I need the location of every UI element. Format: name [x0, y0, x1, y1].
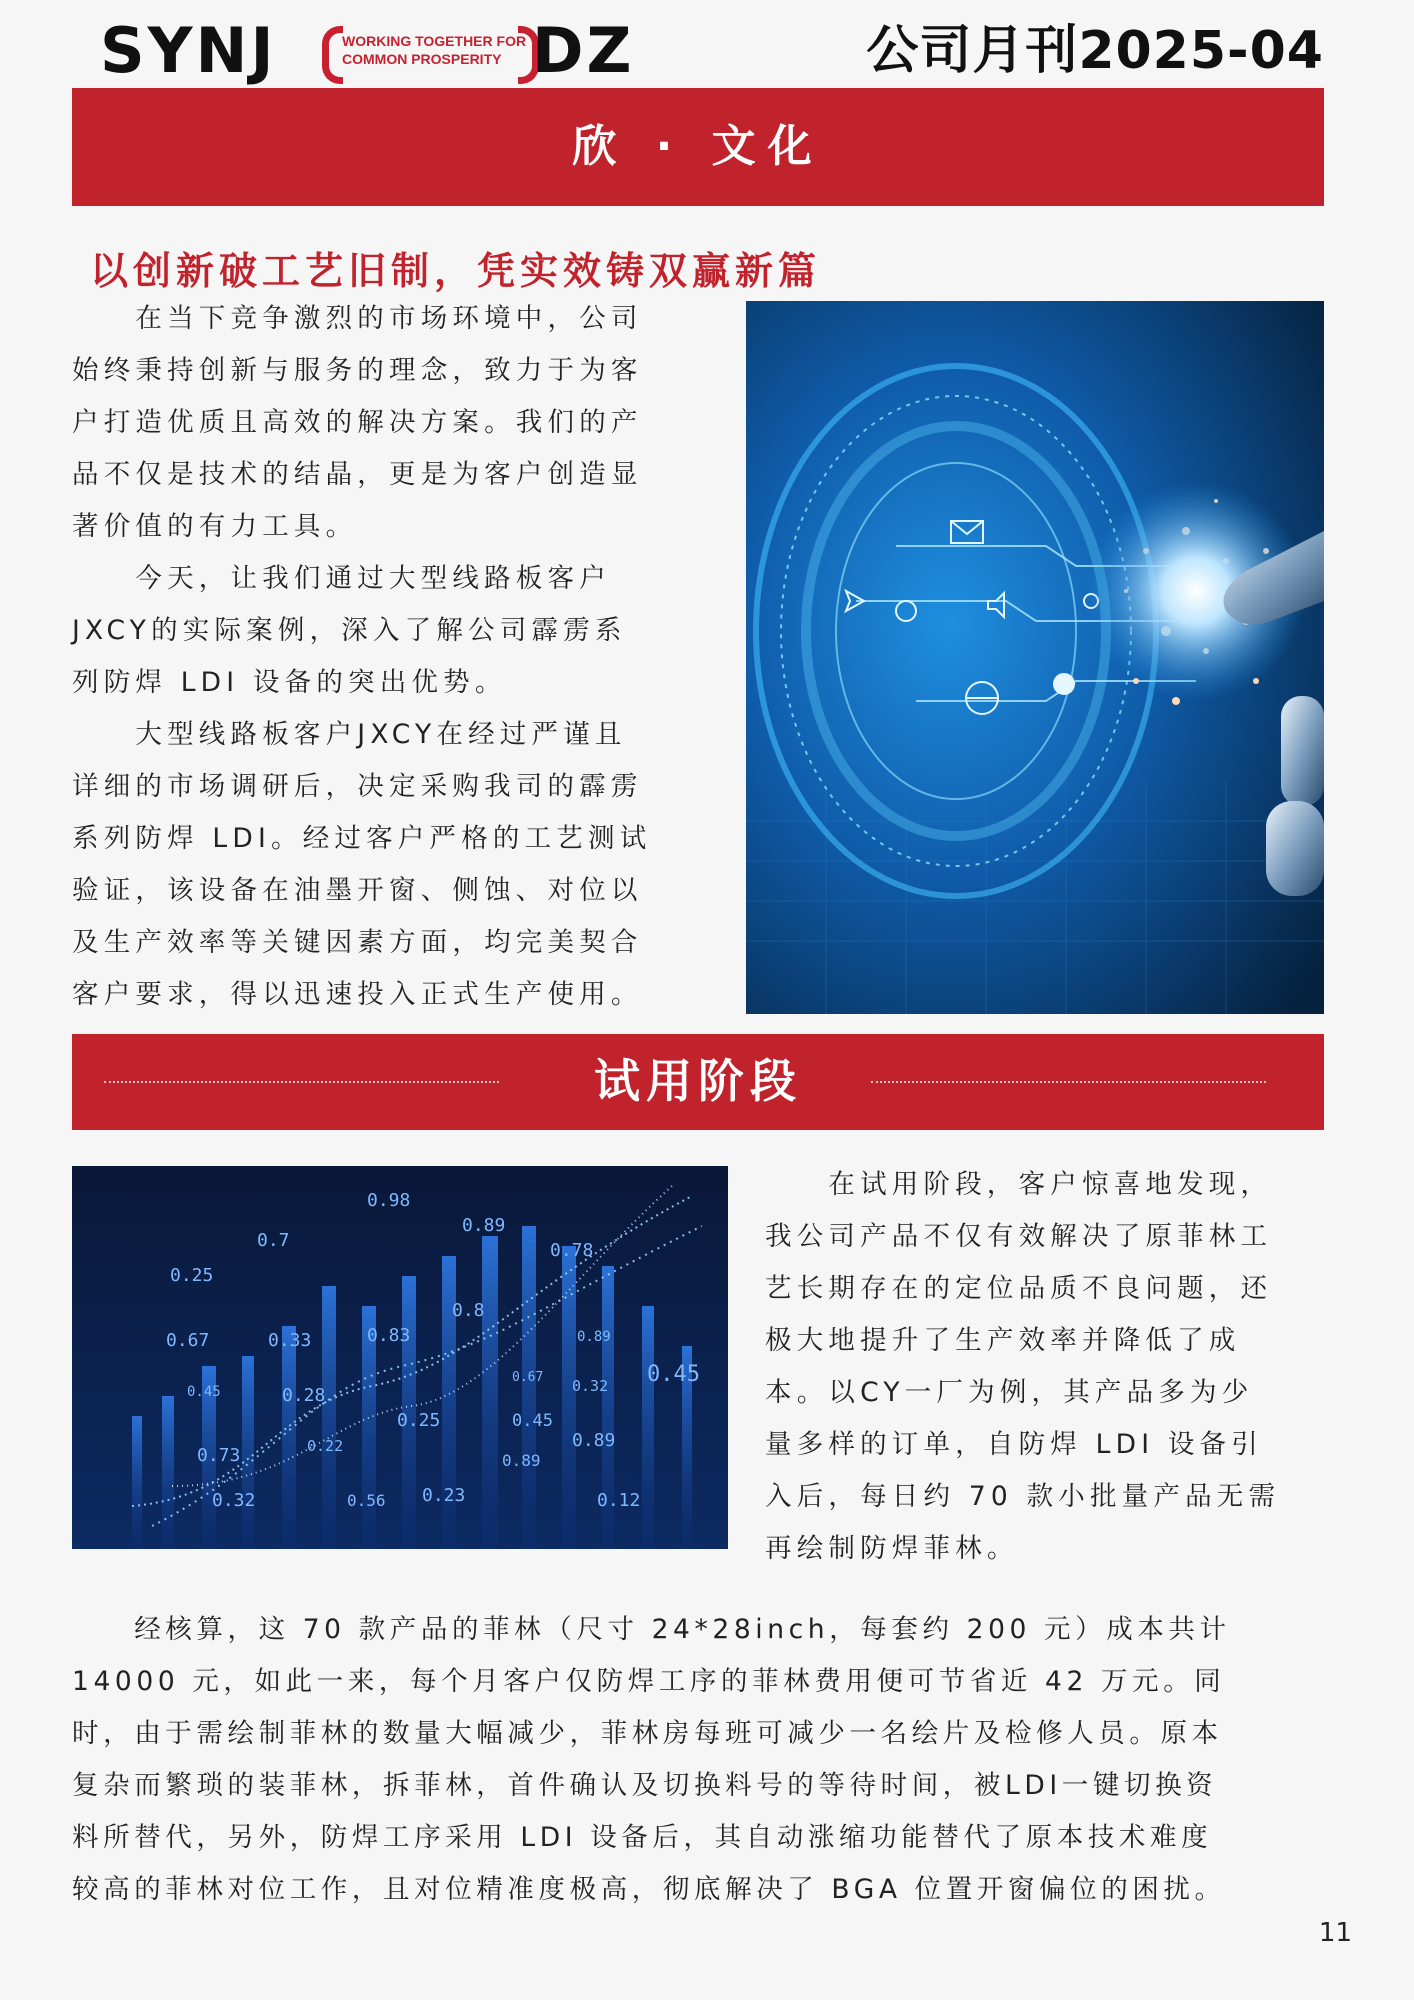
intro-paragraphs [72, 293, 692, 1021]
banner-trial-label: 试用阶段 [594, 1054, 802, 1108]
smiley-icon [1054, 674, 1074, 694]
number-label: 0.67 [512, 1370, 544, 1385]
number-label: 0.8 [452, 1300, 485, 1321]
number-label: 0.67 [166, 1330, 210, 1351]
banner-dotted-line-right [871, 1081, 1266, 1083]
intro-line: JXCY的实际案例，深入了解公司霹雳系 [72, 615, 627, 646]
cost-line: 时，由于需绘制菲林的数量大幅减少，菲林房每班可减少一名绘片及检修人员。原本 [72, 1718, 1223, 1749]
page-number: 11 [1318, 1918, 1352, 1948]
number-label: 0.22 [307, 1437, 344, 1455]
number-label: 0.89 [502, 1451, 541, 1470]
trial-line: 艺长期存在的定位品质不良问题，还 [765, 1273, 1273, 1304]
number-label: 0.25 [397, 1410, 441, 1431]
cost-line: 复杂而繁琐的装菲林，拆菲林，首件确认及切换料号的等待时间，被LDI一键切换资 [72, 1770, 1218, 1801]
intro-line: 始终秉持创新与服务的理念，致力于为客 [72, 355, 643, 386]
trial-line: 在试用阶段，客户惊喜地发现， [765, 1169, 1273, 1200]
intro-line: 著价值的有力工具。 [72, 511, 358, 542]
number-label: 0.89 [462, 1215, 506, 1236]
number-label: 0.32 [572, 1377, 609, 1395]
number-label: 0.23 [422, 1485, 466, 1506]
intro-line: 在当下竞争激烈的市场环境中，公司 [72, 303, 643, 334]
article-title: 以创新破工艺旧制，凭实效铸双赢新篇 [90, 249, 822, 293]
number-label: 0.89 [577, 1329, 611, 1345]
trial-line: 我公司产品不仅有效解决了原菲林工 [765, 1221, 1273, 1252]
number-label: 0.7 [257, 1230, 290, 1251]
issue-title: 公司月刊2025-04 [866, 21, 1324, 81]
tech-robot-image [746, 301, 1324, 1014]
section-banner-culture: 欣 · 文化 [72, 88, 1324, 206]
number-label: 0.28 [282, 1385, 326, 1406]
number-label: 0.98 [367, 1190, 411, 1211]
intro-line: 及生产效率等关键因素方面，均完美契合 [72, 927, 643, 958]
number-label: 0.33 [268, 1330, 312, 1351]
logo-slogan-line2: COMMON PROSPERITY [342, 51, 502, 67]
number-label: 0.56 [347, 1491, 386, 1510]
intro-line: 列防焊 LDI 设备的突出优势。 [72, 667, 507, 698]
cost-line: 料所替代，另外，防焊工序采用 LDI 设备后，其自动涨缩功能替代了原本技术难度 [72, 1822, 1213, 1853]
number-label: 0.78 [550, 1240, 594, 1261]
trial-line: 再绘制防焊菲林。 [765, 1533, 1019, 1564]
number-label: 0.89 [572, 1430, 616, 1451]
logo-slogan [342, 32, 542, 68]
intro-line: 户打造优质且高效的解决方案。我们的产 [72, 407, 643, 438]
cost-line: 较高的菲林对位工作，且对位精准度极高，彻底解决了 BGA 位置开窗偏位的困扰。 [72, 1874, 1226, 1905]
intro-line: 详细的市场调研后，决定采购我司的霹雳 [72, 771, 643, 802]
intro-line: 客户要求，得以迅速投入正式生产使用。 [72, 979, 643, 1010]
logo-wordmark-left: SYNJ [100, 14, 277, 87]
company-logo [100, 14, 645, 87]
number-label: 0.32 [212, 1490, 256, 1511]
logo-wordmark-right: DZ [532, 14, 635, 87]
cost-line: 经核算，这 70 款产品的菲林（尺寸 24*28inch，每套约 200 元）成本共计 [72, 1614, 1231, 1645]
logo-bracket-left [322, 26, 343, 84]
trial-line: 本。以CY一厂为例，其产品多为少 [765, 1377, 1254, 1408]
intro-line: 大型线路板客户JXCY在经过严谨且 [72, 719, 627, 750]
number-label: 0.45 [512, 1411, 553, 1431]
number-label: 0.45 [647, 1362, 700, 1387]
cost-paragraph [72, 1604, 1332, 1916]
intro-line: 品不仅是技术的结晶，更是为客户创造显 [72, 459, 643, 490]
data-wave-image [72, 1166, 728, 1549]
number-label: 0.73 [197, 1445, 241, 1466]
number-label: 0.45 [187, 1384, 221, 1400]
trial-paragraph [765, 1159, 1325, 1575]
cost-line: 14000 元，如此一来，每个月客户仅防焊工序的菲林费用便可节省近 42 万元。同 [72, 1666, 1226, 1697]
banner-dotted-line-left [104, 1081, 499, 1083]
trial-line: 量多样的订单，自防焊 LDI 设备引 [765, 1429, 1263, 1460]
logo-slogan-line1: WORKING TOGETHER FOR [342, 33, 527, 49]
number-label: 0.12 [597, 1490, 641, 1511]
intro-line: 系列防焊 LDI。经过客户严格的工艺测试 [72, 823, 652, 854]
intro-line: 验证，该设备在油墨开窗、侧蚀、对位以 [72, 875, 643, 906]
number-label: 0.83 [367, 1325, 411, 1346]
trial-line: 极大地提升了生产效率并降低了成 [765, 1325, 1241, 1356]
intro-line: 今天，让我们通过大型线路板客户 [72, 563, 611, 594]
number-label: 0.25 [170, 1265, 214, 1286]
trial-line: 入后，每日约 70 款小批量产品无需 [765, 1481, 1281, 1512]
section-banner-trial [72, 1034, 1324, 1130]
